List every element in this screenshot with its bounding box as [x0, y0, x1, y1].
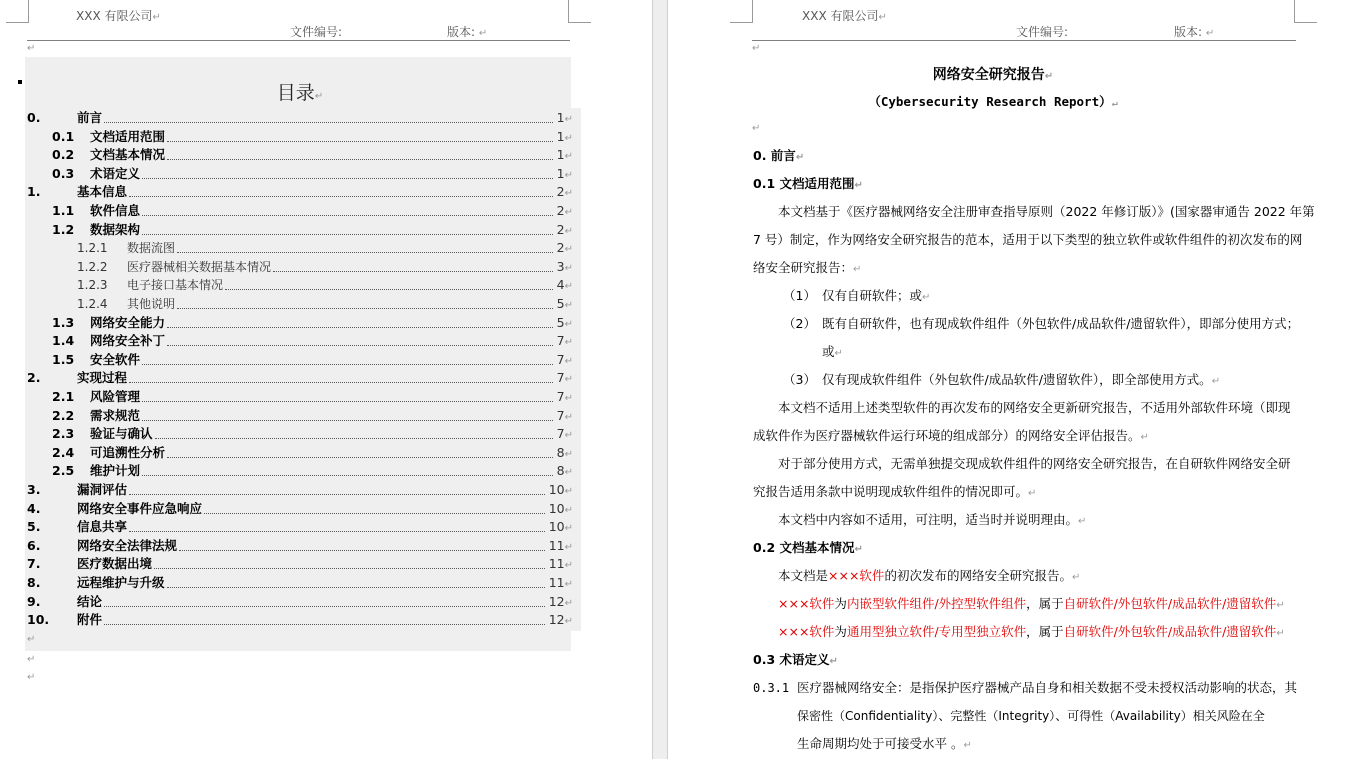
toc-entry[interactable] [27, 425, 573, 443]
toc-entry-leader [273, 271, 553, 272]
paragraph-mark: ↵ [564, 207, 573, 218]
toc-entry-title: 风险管理 [90, 389, 141, 404]
paragraph-mark: ↵ [564, 579, 573, 590]
partial-use-paragraph-line-1: 对于部分使用方式，无需单独提交现成软件组件的网络安全研究报告，在自研软件网络安全研 [778, 456, 1291, 471]
paragraph-mark: ↵ [564, 318, 573, 330]
toc-entry-title: 数据流图 [127, 241, 176, 256]
toc-entry-page-number: 1 [556, 128, 565, 144]
margin-corner-top-left [730, 0, 753, 23]
definition-line-1: 医疗器械网络安全：是指保护医疗器械产品自身和相关数据不受未授权活动影响的状态，其 [797, 680, 1298, 695]
list-item-number: （2） [783, 316, 816, 331]
list-item-text: 既有自研软件，也有现成软件组件（外包软件/成品软件/遗留软件），即部分使用方式； [822, 316, 1300, 331]
list-item-number: （3） [783, 372, 816, 387]
toc-entry-title: 前言 [77, 110, 103, 125]
toc-entry[interactable] [27, 481, 573, 499]
header-rule [752, 40, 1296, 41]
toc-entry-number: 9. [27, 593, 41, 609]
toc-entry-page-number: 7 [556, 389, 565, 404]
toc-entry-title: 数据架构 [90, 221, 141, 237]
toc-entry-number: 7. [27, 556, 41, 572]
toc-entry-number: 1.5 [52, 351, 75, 367]
paragraph-mark: ↵ [564, 541, 573, 553]
toc-entry-page-number: 11 [548, 575, 565, 590]
toc-entry-page [549, 481, 573, 501]
toc-entry-page [557, 258, 573, 278]
toc-entry-leader [129, 494, 545, 495]
paragraph-mark: ↵ [564, 616, 573, 628]
toc-entry-page-number: 4 [556, 277, 565, 293]
toc-entry-leader [204, 513, 545, 514]
toc-entry[interactable] [27, 295, 573, 313]
heading-preface: 0. 前言↵ [753, 148, 805, 163]
not-applicable-paragraph: 本文档中内容如不适用，可注明，适当时并说明理由。↵ [778, 512, 1087, 527]
toc-entry-number: 0. [27, 110, 41, 125]
toc-entry-title: 漏洞评估 [77, 482, 128, 497]
toc-entry-title: 可追溯性分析 [90, 444, 166, 460]
toc-entry-page [557, 444, 573, 464]
toc-entry[interactable] [27, 258, 573, 276]
page-gutter [652, 0, 668, 759]
toc-entry-page [549, 500, 573, 520]
toc-entry-page [557, 314, 573, 334]
paragraph-mark: ↵ [564, 355, 573, 367]
paragraph-mark: ↵ [752, 43, 761, 54]
toc-entry[interactable] [27, 221, 573, 239]
exclusion-paragraph-line-2: 成软件作为医疗器械软件运行环境的组成部分）的网络安全评估报告。↵ [753, 428, 1149, 443]
toc-entry-page-number: 2 [556, 240, 565, 256]
toc-entry-page [557, 221, 573, 241]
header-version: 版本: ↵ [1174, 25, 1215, 39]
toc-entry-page-number: 10 [548, 519, 565, 535]
toc-entry[interactable] [27, 388, 573, 406]
toc-entry-leader [167, 141, 553, 142]
toc-entry-leader [104, 122, 553, 123]
paragraph-mark: ↵ [564, 300, 573, 311]
toc-entry-page-number: 2 [556, 221, 565, 237]
toc-entry[interactable] [27, 165, 573, 183]
paragraph-mark: ↵ [564, 504, 573, 516]
toc-entry-title: 电子接口基本情况 [127, 278, 224, 293]
exclusion-paragraph-line-1: 本文档不适用上述类型软件的再次发布的网络安全更新研究报告，不适用外部软件环境（即现 [778, 400, 1291, 415]
margin-corner-top-left [6, 0, 29, 23]
toc-entry-leader [179, 550, 545, 551]
toc-entry-number: 1.1 [52, 203, 75, 218]
toc-entry-number: 8. [27, 575, 41, 590]
toc-entry-number: 0.3 [52, 165, 75, 181]
toc-entry-page [557, 165, 573, 185]
toc-entry-page [557, 369, 573, 389]
header-company: XXX 有限公司↵ [802, 9, 887, 23]
toc-entry[interactable] [27, 593, 573, 611]
paragraph-mark: ↵ [564, 393, 573, 404]
toc-entry[interactable] [27, 611, 573, 629]
toc-entry-page-number: 1 [556, 147, 565, 163]
toc-entry[interactable] [27, 239, 573, 257]
paragraph-mark: ↵ [564, 281, 573, 293]
paragraph-mark: ↵ [564, 448, 573, 460]
toc-entry-number: 1.4 [52, 333, 75, 349]
paragraph-mark: ↵ [27, 672, 36, 683]
toc-entry-number: 1.2.3 [77, 278, 108, 293]
paragraph-mark: ↵ [564, 262, 573, 274]
toc-entry-leader [167, 327, 553, 328]
toc-entry-title: 需求规范 [90, 407, 141, 423]
paragraph-mark: ↵ [564, 430, 573, 442]
paragraph-mark: ↵ [564, 132, 573, 144]
toc-entry-page-number: 7 [556, 407, 565, 423]
toc-entry-title: 网络安全补丁 [90, 333, 166, 349]
scope-paragraph-line-1: 本文档基于《医疗器械网络安全注册审查指导原则（2022 年修订版）》(国家器审通告 2022 年第 [778, 204, 1315, 219]
toc-entry-number: 2.2 [52, 407, 75, 423]
toc-entry-page-number: 8 [556, 444, 565, 460]
toc-entry-page [557, 276, 573, 296]
toc-entry-number: 1. [27, 184, 41, 200]
toc-entry-number: 1.2.1 [77, 241, 108, 256]
heading-definitions: 0.3 术语定义↵ [753, 652, 838, 667]
toc-entry[interactable] [27, 314, 573, 332]
toc-entry-page-number: 5 [556, 314, 565, 330]
toc-entry-number: 2. [27, 370, 41, 386]
toc-entry-title: 结论 [77, 593, 103, 609]
toc-entry-page-number: 2 [556, 184, 565, 200]
paragraph-mark: ↵ [564, 169, 573, 181]
toc-entry-leader [167, 345, 553, 346]
report-page [668, 0, 1366, 759]
header-doc-no: 文件编号: [1016, 25, 1069, 39]
toc-entry-number: 3. [27, 482, 41, 497]
toc-entry-number: 1.2 [52, 221, 75, 237]
toc-entry-page [557, 462, 573, 482]
toc-entry[interactable] [27, 128, 573, 146]
list-item-number: （1） [783, 288, 816, 303]
toc-entry-page [557, 128, 573, 148]
toc-entry-page-number: 7 [556, 426, 565, 442]
toc-entry-page-number: 3 [556, 258, 565, 274]
paragraph-mark: ↵ [564, 225, 573, 237]
list-item-text: 仅有现成软件组件（外包软件/成品软件/遗留软件），即全部使用方式。↵ [822, 372, 1221, 387]
toc-entry-leader [177, 252, 553, 253]
toc-entry-page-number: 2 [556, 203, 565, 218]
toc-entry-page-number: 7 [556, 333, 565, 349]
toc-entry-number: 2.5 [52, 463, 75, 479]
toc-entry-title: 验证与确认 [90, 426, 153, 442]
toc-entry-title: 附件 [77, 612, 103, 628]
margin-corner-top-right [1294, 0, 1317, 23]
toc-entry-number: 1.3 [52, 314, 75, 330]
toc-entry[interactable] [27, 183, 573, 201]
basic-info-line-1: 本文档是×××软件的初次发布的网络安全研究报告。↵ [778, 568, 1081, 583]
toc-page [0, 0, 652, 759]
list-item-text-continued: 或↵ [822, 344, 843, 359]
toc-entry-title: 其他说明 [127, 297, 176, 311]
toc-entry-page-number: 7 [556, 351, 565, 367]
toc-entry[interactable] [27, 518, 573, 536]
toc-entry-title: 远程维护与升级 [77, 575, 165, 590]
paragraph-mark: ↵ [564, 188, 573, 200]
toc-entry-number: 10. [27, 612, 50, 628]
toc-entry-page-number: 1 [556, 110, 565, 125]
toc-entry[interactable] [27, 332, 573, 350]
toc-entry-page [557, 388, 573, 408]
toc-entry-title: 软件信息 [90, 203, 141, 218]
toc-entry-title: 信息共享 [77, 519, 128, 535]
toc-entry-leader [155, 438, 553, 439]
toc-entry-number: 2.4 [52, 444, 75, 460]
toc-entry[interactable] [27, 369, 573, 387]
toc-entry-leader [104, 606, 545, 607]
toc-entry-leader [104, 624, 545, 625]
toc-entry-leader [225, 289, 553, 290]
toc-entry-title: 实现过程 [77, 370, 128, 386]
paragraph-mark: ↵ [564, 244, 573, 256]
toc-entry[interactable] [27, 276, 573, 294]
header-rule [27, 40, 570, 41]
toc-entry-leader [142, 234, 553, 235]
toc-entry-page-number: 7 [556, 370, 565, 386]
partial-use-paragraph-line-2: 究报告适用条款中说明现成软件组件的情况即可。↵ [753, 484, 1037, 499]
toc-entry-page [549, 537, 573, 557]
paragraph-mark: ↵ [564, 114, 573, 125]
toc-entry-leader [167, 587, 545, 588]
toc-entry-page-number: 12 [548, 612, 565, 628]
toc-entry-page-number: 11 [548, 556, 565, 572]
heading-scope: 0.1 文档适用范围↵ [753, 176, 863, 191]
paragraph-mark: ↵ [564, 374, 573, 386]
toc-entry-leader [129, 531, 545, 532]
toc-entry-number: 2.1 [52, 389, 75, 404]
toc-entry-leader [142, 401, 553, 402]
toc-entry-title: 网络安全事件应急响应 [77, 500, 203, 516]
toc-entry-leader [167, 159, 553, 160]
toc-entry-leader [142, 364, 553, 365]
toc-entry[interactable] [27, 500, 573, 518]
toc-entry-number: 2.3 [52, 426, 75, 442]
basic-info-line-3: ×××软件为通用型独立软件/专用型独立软件，属于自研软件/外包软件/成品软件/遗留软件↵ [778, 624, 1285, 639]
toc-entry-title: 文档适用范围 [90, 128, 166, 144]
paragraph-mark: ↵ [27, 634, 36, 645]
toc-entry-page-number: 10 [548, 500, 565, 516]
toc-entry-leader [167, 457, 553, 458]
toc-entry[interactable] [27, 555, 573, 573]
toc-entry-page-number: 11 [548, 537, 565, 553]
toc-entry-leader [142, 420, 553, 421]
toc-entry-page-number: 12 [548, 593, 565, 609]
toc-entry-page [557, 407, 573, 427]
toc-entry-title: 文档基本情况 [90, 147, 166, 163]
paragraph-mark: ↵ [564, 151, 573, 163]
toc-entry-number: 0.2 [52, 147, 75, 163]
toc-entry[interactable] [27, 462, 573, 480]
toc-entry-page [557, 239, 573, 259]
toc-entry-leader [142, 475, 553, 476]
toc-entry-page [557, 332, 573, 352]
scope-paragraph-line-2: 7 号）制定，作为网络安全研究报告的范本，适用于以下类型的独立软件或软件组件的初次发布的网 [753, 232, 1303, 247]
toc-entry-title: 术语定义 [90, 165, 141, 181]
toc-entry[interactable] [27, 407, 573, 425]
report-title: 网络安全研究报告↵ [932, 67, 1054, 83]
basic-info-line-2: ×××软件为内嵌型软件组件/外控型软件组件，属于自研软件/外包软件/成品软件/遗留软件↵ [778, 596, 1285, 611]
paragraph-mark: ↵ [564, 597, 573, 609]
paragraph-mark: ↵ [564, 467, 573, 479]
toc-entry-page [557, 425, 573, 445]
toc-entry-number: 6. [27, 537, 41, 553]
toc-entry-number: 1.2.2 [77, 259, 108, 274]
toc-entry-page-number: 5 [556, 296, 565, 311]
toc-entry-page [557, 202, 573, 222]
toc-entry-page-number: 10 [548, 482, 565, 497]
toc-entry-leader [129, 196, 553, 197]
paragraph-mark: ↵ [27, 654, 36, 665]
toc-entry[interactable] [27, 444, 573, 462]
paragraph-mark: ↵ [564, 560, 573, 572]
report-subtitle: （Cybersecurity Research Report）↵ [868, 94, 1118, 109]
toc-entry-title: 医疗数据出境 [77, 556, 153, 572]
toc-entry[interactable] [27, 351, 573, 369]
toc-entry-title: 维护计划 [90, 463, 141, 479]
toc-entry-page-number: 8 [556, 463, 565, 479]
toc-entry-number: 5. [27, 519, 41, 535]
toc-entry[interactable] [27, 202, 573, 220]
toc-entry-page [557, 351, 573, 371]
toc-entry-page [549, 574, 573, 594]
heading-basic-info: 0.2 文档基本情况↵ [753, 540, 863, 555]
toc-entry-title: 基本信息 [77, 184, 128, 200]
paragraph-mark: ↵ [564, 337, 573, 349]
paragraph-mark: ↵ [564, 486, 573, 497]
scope-paragraph-line-3: 络安全研究报告：↵ [753, 260, 862, 275]
toc-entry-leader [129, 382, 553, 383]
toc-entry-leader [142, 215, 553, 216]
toc-entry[interactable] [27, 109, 573, 127]
definition-number: 0.3.1 [753, 681, 790, 695]
toc-entry-page [557, 146, 573, 166]
definition-line-2: 保密性（Confidentiality）、完整性（Integrity）、可得性（Availability）相关风险在全 [797, 709, 1265, 723]
toc-entry-number: 0.1 [52, 128, 75, 144]
toc-entry-page-number: 1 [556, 165, 565, 181]
list-item-text: 仅有自研软件；或↵ [822, 288, 931, 303]
paragraph-mark: ↵ [564, 411, 573, 423]
paragraph-mark: ↵ [752, 123, 761, 134]
toc-entry-number: 4. [27, 500, 41, 516]
toc-entry-number: 1.2.4 [77, 297, 108, 311]
toc-entry-title: 安全软件 [90, 351, 141, 367]
toc-entry-title: 医疗器械相关数据基本情况 [127, 259, 272, 274]
header-company: XXX 有限公司↵ [76, 9, 161, 23]
toc-entry-page [549, 518, 573, 538]
paragraph-mark: ↵ [564, 523, 573, 535]
toc-entry-page [549, 555, 573, 575]
toc-entry-page [557, 183, 573, 203]
header-version: 版本: ↵ [447, 25, 488, 39]
margin-corner-top-right [568, 0, 591, 23]
toc-entry-leader [154, 568, 545, 569]
toc-entry[interactable] [27, 146, 573, 164]
toc-entry-leader [142, 178, 553, 179]
paragraph-mark: ↵ [27, 43, 36, 54]
toc-entry-title: 网络安全能力 [90, 314, 166, 330]
toc-title: 目录↵ [276, 82, 324, 104]
toc-entry-page [549, 611, 573, 631]
toc-entry[interactable] [27, 537, 573, 555]
toc-entry-leader [177, 308, 553, 309]
toc-entry-page [557, 109, 573, 129]
toc-entry-page [557, 295, 573, 315]
definition-line-3: 生命周期均处于可接受水平 。↵ [797, 736, 972, 751]
header-doc-no: 文件编号: [290, 25, 343, 39]
toc-entry[interactable] [27, 574, 573, 592]
toc-entry-title: 网络安全法律法规 [77, 537, 178, 553]
toc-entry-page [549, 593, 573, 613]
